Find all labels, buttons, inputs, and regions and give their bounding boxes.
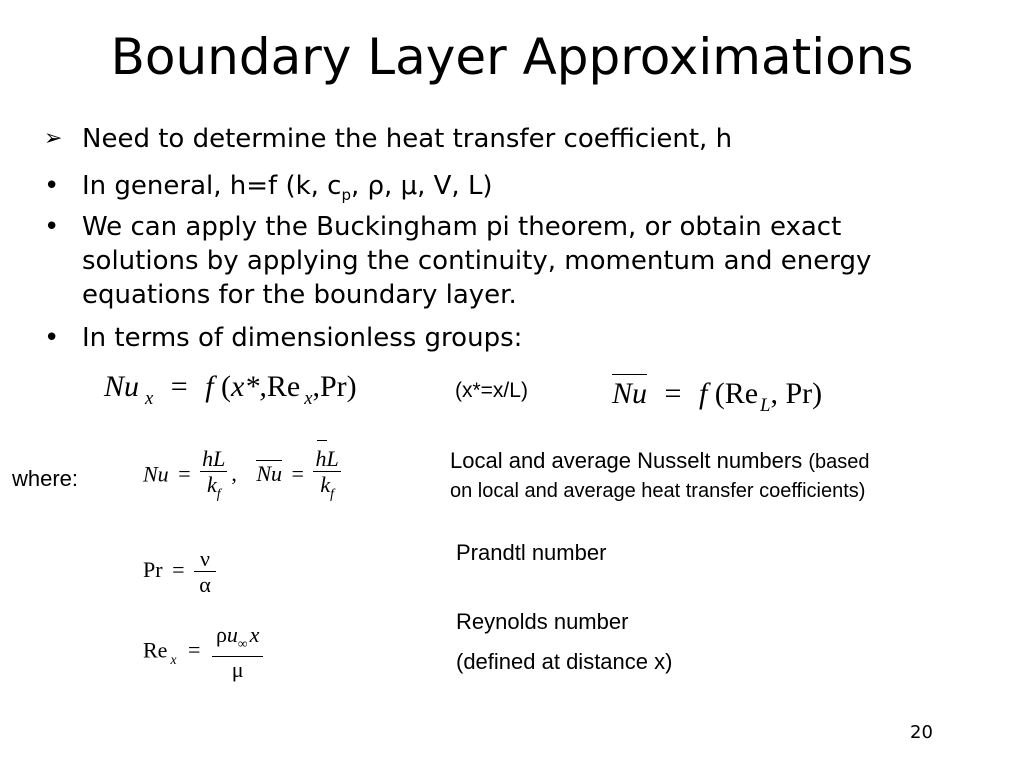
nusselt-main-text: Local and average Nusselt numbers	[450, 448, 803, 473]
eq-lhs: Nu	[104, 370, 140, 403]
frac-den: k	[206, 472, 217, 498]
bullet-text-post: , ρ, μ, V, L)	[351, 171, 493, 201]
nusselt-paren-text: (based	[808, 451, 870, 473]
eq-equals: =	[664, 377, 682, 410]
num-u: u	[226, 622, 238, 647]
xstar-definition-note: (x*=x/L)	[455, 379, 528, 402]
equation-local-nusselt	[104, 370, 357, 410]
equation-average-nusselt	[612, 374, 822, 417]
eq-re-sub: x	[304, 388, 313, 410]
eq-equals: =	[170, 370, 188, 403]
frac-num: ν	[194, 546, 216, 572]
bullet-text	[82, 210, 871, 312]
def-re-sub: x	[170, 651, 177, 667]
def-re-lhs: Re	[143, 637, 168, 663]
frac-num-text: hL	[315, 446, 339, 471]
eq-re: (Re	[714, 377, 759, 410]
where-label: where:	[12, 466, 79, 491]
bullet-text: Need to determine the heat transfer coefficient, h	[82, 124, 733, 154]
frac-den-sub: f	[330, 486, 334, 502]
nusselt-description	[450, 448, 870, 474]
num-rho: ρ	[215, 622, 227, 647]
frac-den: α	[199, 572, 211, 598]
reynolds-subnote: (defined at distance x)	[456, 649, 673, 674]
eq-xstar: x*,	[231, 370, 267, 403]
eq-avg-lhs: Nu	[612, 374, 647, 411]
frac-den: k	[320, 472, 331, 498]
nusselt-description-line2: on local and average heat transfer coefficients)	[450, 480, 866, 502]
reynolds-description: Reynolds number	[456, 609, 629, 634]
bullet-line-2: solutions by applying the continuity, momentum and energy	[82, 246, 872, 276]
bullet-text: In terms of dimensionless groups:	[82, 323, 523, 353]
def-nu-avg-lhs: Nu	[256, 461, 283, 487]
bullet-buckingham	[44, 210, 1004, 312]
frac-num: hL	[202, 446, 226, 471]
eq-pr: Pr)	[319, 370, 357, 403]
frac-num	[313, 446, 340, 472]
bullet-dot-icon: •	[44, 212, 60, 242]
def-nu-lhs: Nu	[143, 461, 169, 487]
eq-pr: , Pr)	[770, 377, 823, 410]
eq-f: f	[698, 377, 708, 410]
eq-f: f	[205, 370, 214, 403]
bullet-dimensionless	[44, 321, 1004, 355]
eq-lhs-sub: x	[145, 388, 154, 410]
bullet-text	[82, 169, 493, 212]
bullet-heat-transfer	[44, 122, 1004, 156]
eq-paren: (	[221, 370, 232, 403]
definition-reynolds	[143, 622, 263, 683]
num-x: x	[249, 622, 260, 647]
frac-den: μ	[231, 657, 244, 683]
bullet-line-3: equations for the boundary layer.	[82, 280, 517, 310]
num-u-sub: ∞	[237, 636, 248, 652]
fraction-nu-alpha	[194, 546, 216, 598]
fraction-hl-kf	[200, 446, 227, 507]
def-pr-lhs: Pr	[143, 556, 163, 582]
bullet-text-pre: In general, h=f (k, c	[82, 171, 342, 201]
cp-subscript: p	[341, 186, 351, 204]
prandtl-description: Prandtl number	[456, 540, 607, 565]
frac-den-sub: f	[216, 486, 221, 502]
slide-title: Boundary Layer Approximations	[110, 28, 914, 86]
fraction-hbarl-kf	[313, 446, 340, 507]
eq-re: Re	[266, 370, 301, 403]
page-number: 20	[910, 722, 933, 743]
bullet-dot-icon: •	[44, 171, 60, 201]
bullet-dot-icon: •	[44, 323, 60, 353]
def-equals: =	[188, 637, 201, 663]
bullet-line-1: We can apply the Buckingham pi theorem, or obtain exact	[82, 212, 842, 242]
bullet-general-form	[44, 169, 1004, 203]
eq-re-sub: L	[760, 395, 771, 417]
def-equals: =	[291, 461, 304, 487]
frac-num	[212, 622, 263, 657]
definition-prandtl	[143, 546, 216, 598]
definition-nusselt	[143, 446, 341, 507]
def-comma: ,	[231, 461, 237, 487]
def-equals: =	[178, 461, 191, 487]
arrow-bullet-icon: ➢	[44, 126, 63, 151]
def-equals: =	[172, 556, 185, 582]
fraction-rho-u-x-mu	[212, 622, 263, 683]
eq-comma: ,	[312, 370, 320, 403]
